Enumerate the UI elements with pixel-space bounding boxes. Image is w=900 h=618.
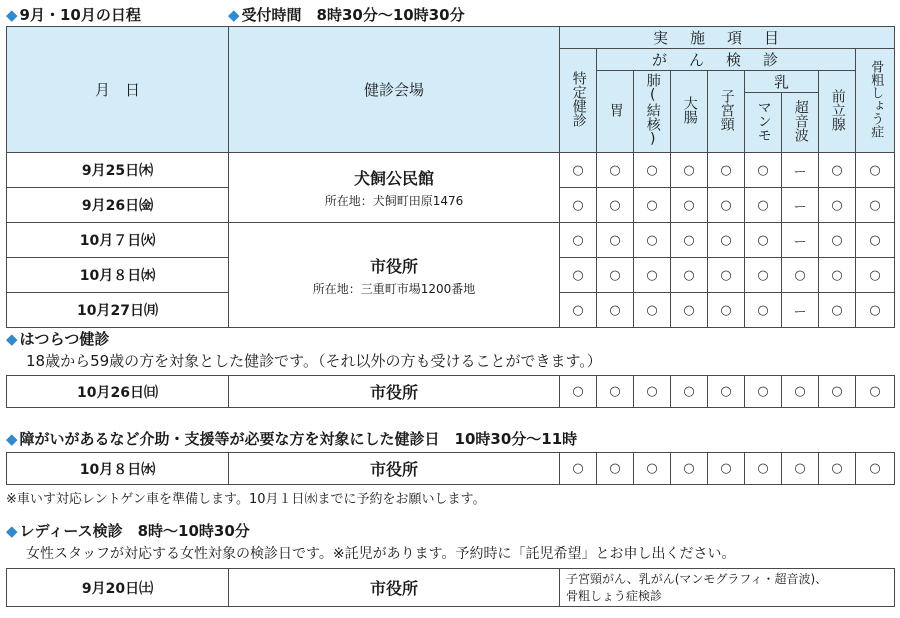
hatsuratsu-description: 18歳から59歳の方を対象とした健診です。（それ以外の方も受けることができます。） [26,352,602,370]
mark-cell: ○ [634,258,671,293]
mark-cell: ○ [708,153,745,188]
venue-name: 犬飼公民館 [353,169,434,188]
row-date: 9月25日㈭ [7,153,229,188]
table-row [7,569,895,607]
mark-cell: ○ [671,153,708,188]
mark-cell: ○ [560,453,597,485]
venue-cell [229,153,560,223]
schedule-title: 9月・10月の日程 [19,6,141,24]
mark-cell: ○ [745,153,782,188]
mark-cell: ○ [560,258,597,293]
mark-cell: ○ [634,376,671,408]
venue-name: 市役所 [369,256,418,276]
schedule-table [6,26,895,328]
mark-cell: ○ [745,293,782,328]
col-header-mammo: マンモ [745,93,782,153]
col-header-stomach: 胃 [597,71,634,153]
mark-cell: ○ [708,376,745,408]
row-date: 10月８日㈬ [7,453,229,485]
mark-cell: ○ [634,153,671,188]
ladies-description: 女性スタッフが対応する女性対象の検診日です。※託児があります。予約時に「託児希望」とお申し出ください。 [26,546,736,562]
mark-cell: ○ [708,453,745,485]
mark-cell: ○ [819,153,856,188]
ladies-table [6,568,895,607]
reception-heading [228,4,465,25]
support-heading [6,428,577,449]
mark-cell: ○ [597,258,634,293]
row-date: 9月20日㈯ [7,569,229,607]
row-date: 9月26日㈮ [7,188,229,223]
mark-cell: ○ [671,376,708,408]
row-date: 10月８日㈬ [7,258,229,293]
mark-cell: ○ [745,188,782,223]
table-row [7,453,895,485]
group-header-cancer: がん検診 [597,49,856,71]
mark-cell: ○ [819,293,856,328]
col-header-ultrasound: 超音波 [782,93,819,153]
mark-cell: ○ [856,376,895,408]
mark-cell: ○ [597,453,634,485]
mark-cell: ○ [856,223,895,258]
mark-cell: ○ [782,376,819,408]
mark-cell: ○ [634,188,671,223]
col-header-colon: 大腸 [671,71,708,153]
mark-cell: ○ [745,258,782,293]
mark-cell: ○ [819,258,856,293]
row-date: 10月７日㈫ [7,223,229,258]
mark-cell: ○ [560,223,597,258]
mark-cell: ○ [597,376,634,408]
mark-cell: ○ [560,153,597,188]
mark-cell: ○ [634,293,671,328]
venue-name: 市役所 [369,579,418,598]
diamond-bullet-icon: ◆ [228,6,240,24]
mark-cell: ○ [856,293,895,328]
mark-cell: ○ [819,376,856,408]
mark-cell: ○ [634,223,671,258]
table-row [7,223,895,258]
ladies-title: レディース検診 8時～10時30分 [19,522,250,540]
mark-cell: ○ [597,188,634,223]
mark-cell: ○ [560,188,597,223]
hatsuratsu-title: はつらつ健診 [19,330,110,348]
mark-cell: ○ [560,293,597,328]
col-header-prostate: 前立腺 [819,71,856,153]
mark-cell: ○ [671,258,708,293]
mark-cell: ○ [782,258,819,293]
venue-name: 市役所 [369,383,418,402]
mark-cell: ー [782,293,819,328]
mark-cell: ○ [819,188,856,223]
venue-cell [229,223,560,328]
group-header-items: 実施項目 [560,27,895,49]
ladies-heading [6,520,250,541]
venue-cell [229,376,560,408]
row-date: 10月27日㈪ [7,293,229,328]
mark-cell: ○ [745,223,782,258]
col-header-cervix: 子宮頸 [708,71,745,153]
schedule-heading [6,4,141,25]
diamond-bullet-icon: ◆ [6,330,18,348]
mark-cell: ○ [597,293,634,328]
diamond-bullet-icon: ◆ [6,522,18,540]
mark-cell: ○ [671,188,708,223]
mark-cell: ○ [560,376,597,408]
support-table [6,452,895,485]
venue-cell [229,453,560,485]
table-row [7,153,895,188]
col-header-tokutei: 特定健診 [560,49,597,153]
mark-cell: ー [782,153,819,188]
mark-cell: ○ [745,453,782,485]
hatsuratsu-heading [6,328,109,349]
mark-cell: ○ [708,258,745,293]
mark-cell: ○ [856,153,895,188]
col-header-venue: 健診会場 [229,27,560,153]
mark-cell: ○ [671,293,708,328]
venue-address: 所在地：三重町市場1200番地 [312,281,476,296]
mark-cell: ○ [708,188,745,223]
mark-cell: ○ [597,153,634,188]
mark-cell: ○ [597,223,634,258]
venue-name: 市役所 [369,460,418,479]
venue-cell [229,569,560,607]
mark-cell: ○ [708,223,745,258]
mark-cell: ○ [671,223,708,258]
mark-cell: ○ [856,188,895,223]
col-header-osteo: 骨粗しょう症 [856,49,895,153]
diamond-bullet-icon: ◆ [6,430,18,448]
mark-cell: ○ [819,223,856,258]
mark-cell: ○ [634,453,671,485]
reception-time: 受付時間 8時30分～10時30分 [241,6,465,24]
mark-cell: ○ [819,453,856,485]
group-header-breast: 乳 [745,71,819,93]
mark-cell: ○ [671,453,708,485]
hatsuratsu-table [6,375,895,408]
diamond-bullet-icon: ◆ [6,6,18,24]
mark-cell: ○ [856,258,895,293]
table-row [7,376,895,408]
mark-cell: ○ [745,376,782,408]
ladies-items-line: 骨粗しょう症検診 [566,588,663,603]
support-title: 障がいがあるなど介助・支援等が必要な方を対象にした健診日 10時30分～11時 [19,430,578,448]
col-header-lung: 肺(結核) [634,71,671,153]
mark-cell: ー [782,223,819,258]
support-note: ※車いす対応レントゲン車を準備します。10月１日㈬までに予約をお願いします。 [6,492,486,507]
venue-address: 所在地：犬飼町田原1476 [324,194,464,208]
col-header-date: 月 日 [7,27,229,153]
mark-cell: ー [782,188,819,223]
mark-cell: ○ [782,453,819,485]
mark-cell: ○ [708,293,745,328]
row-date: 10月26日㈰ [7,376,229,408]
mark-cell: ○ [856,453,895,485]
ladies-items-line: 子宮頸がん、乳がん(マンモグラフィ・超音波)、 [566,572,828,587]
ladies-items-cell [560,569,895,607]
